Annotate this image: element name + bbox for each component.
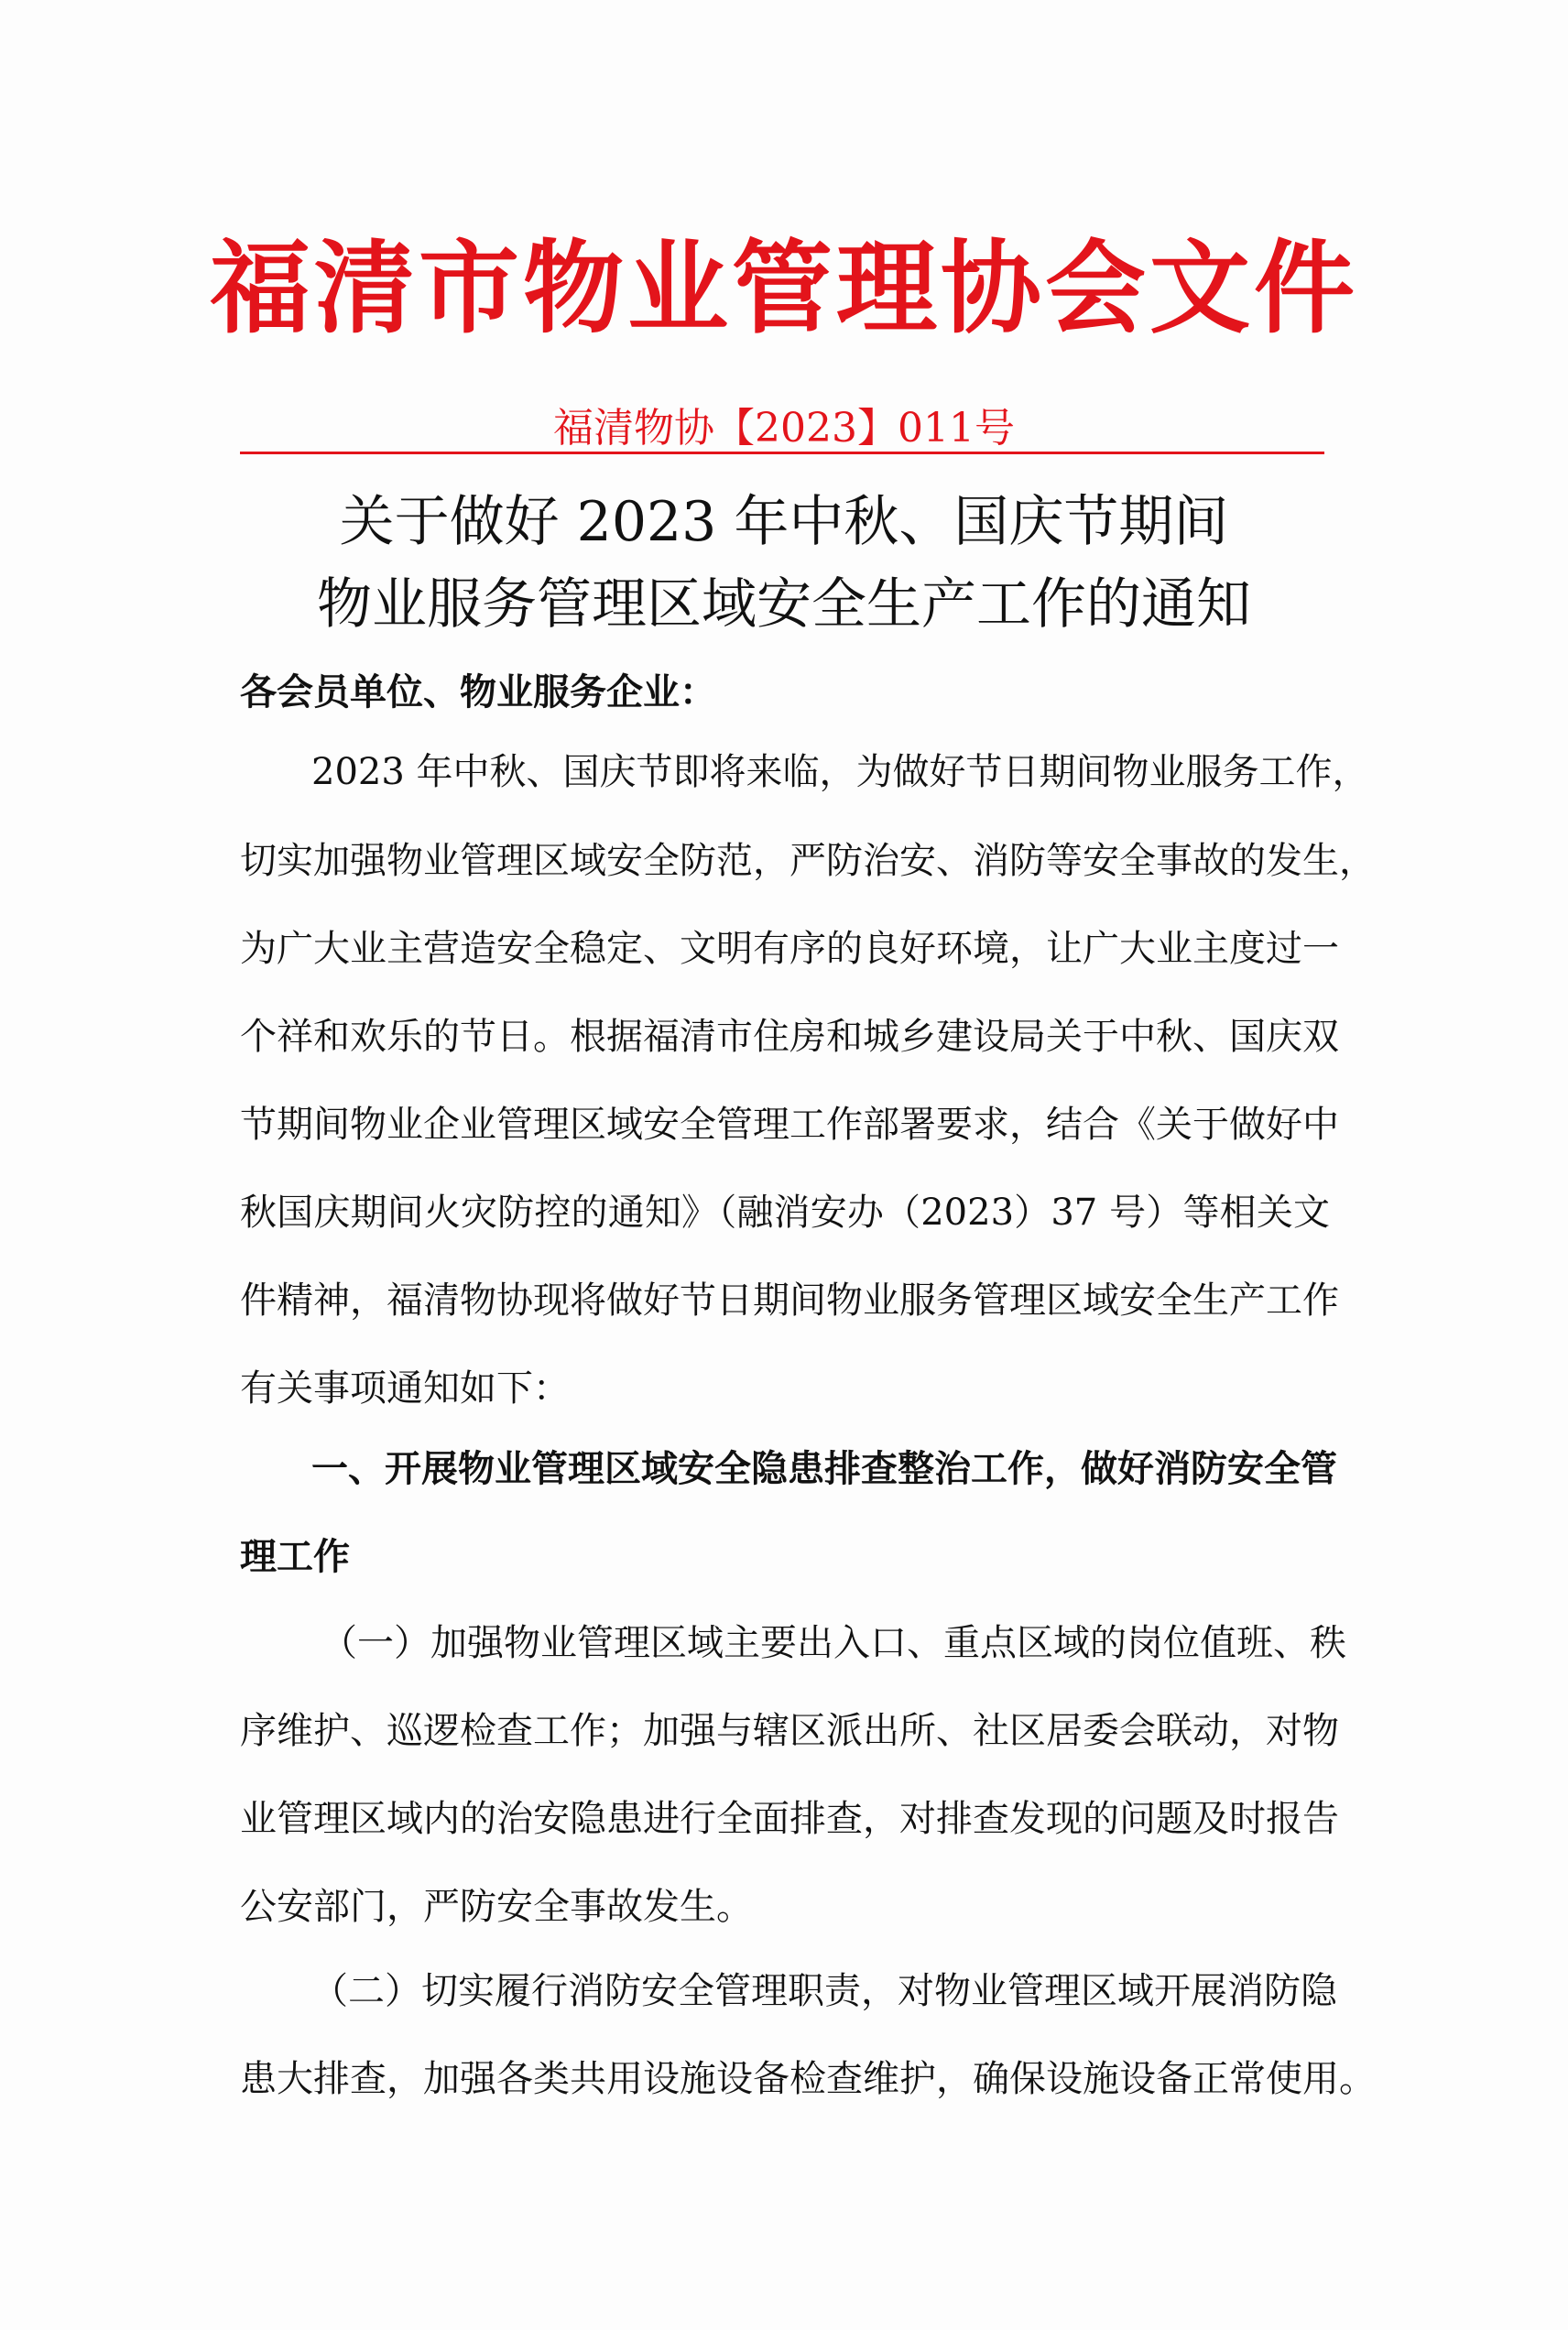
item-2-line: 患大排查，加强各类共用设施设备检查维护，确保设施设备正常使用。 <box>240 2058 1376 2100</box>
intro-line: 秋国庆期间火灾防控的通知》（融消安办（2023）37 号）等相关文 <box>240 1192 1330 1234</box>
subject-title-line-2: 物业服务管理区域安全生产工作的通知 <box>317 572 1251 637</box>
issuer-header-title: 福清市物业管理协会文件 <box>210 229 1358 347</box>
intro-line: 节期间物业企业管理区域安全管理工作部署要求，结合《关于做好中 <box>240 1104 1339 1146</box>
section-1-heading: 理工作 <box>240 1535 350 1578</box>
item-1-line: 序维护、巡逻检查工作；加强与辖区派出所、社区居委会联动，对物 <box>240 1710 1339 1752</box>
intro-line: 个祥和欢乐的节日。根据福清市住房和城乡建设局关于中秋、国庆双 <box>240 1016 1339 1058</box>
red-divider-line <box>240 452 1324 454</box>
section-1-heading: 一、开展物业管理区域安全隐患排查整治工作，做好消防安全管 <box>311 1447 1337 1490</box>
intro-line: 2023 年中秋、国庆节即将来临，为做好节日期间物业服务工作， <box>311 751 1369 793</box>
item-2-line: （二）切实履行消防安全管理职责，对物业管理区域开展消防隐 <box>311 1970 1337 2012</box>
item-1-line: （一）加强物业管理区域主要出入口、重点区域的岗位值班、秩 <box>321 1622 1346 1664</box>
addressee: 各会员单位、物业服务企业： <box>240 670 716 713</box>
intro-line: 件精神，福清物协现将做好节日期间物业服务管理区域安全生产工作 <box>240 1279 1339 1322</box>
item-1-line: 公安部门，严防安全事故发生。 <box>240 1886 753 1928</box>
intro-line: 切实加强物业管理区域安全防范，严防治安、消防等安全事故的发生， <box>240 840 1376 882</box>
intro-line: 有关事项通知如下： <box>240 1367 570 1410</box>
document-number: 福清物协【2023】011号 <box>553 405 1015 452</box>
item-1-line: 业管理区域内的治安隐患进行全面排查，对排查发现的问题及时报告 <box>240 1798 1339 1840</box>
subject-title-line-1: 关于做好 2023 年中秋、国庆节期间 <box>339 490 1229 554</box>
intro-line: 为广大业主营造安全稳定、文明有序的良好环境，让广大业主度过一 <box>240 928 1339 970</box>
